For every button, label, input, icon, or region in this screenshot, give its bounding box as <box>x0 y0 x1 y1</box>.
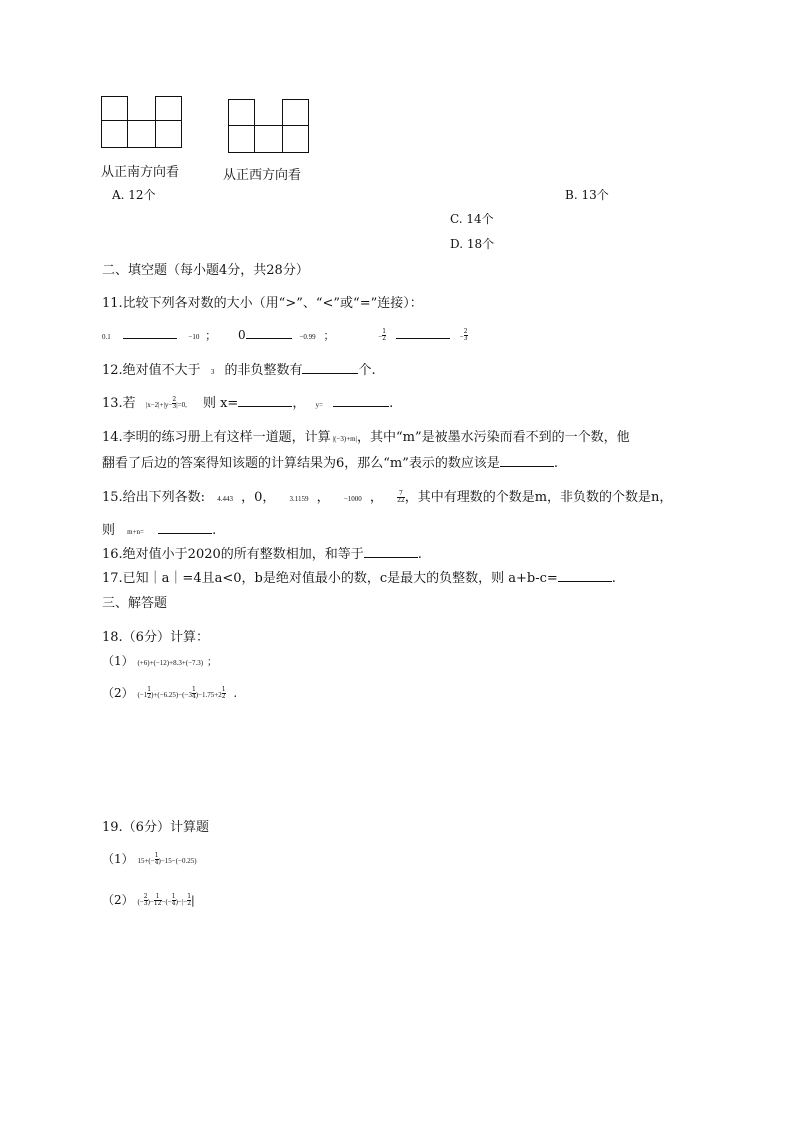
question-19-part-1 <box>102 850 197 867</box>
choice-d: D. 18个 <box>450 237 495 251</box>
q15-fraction: $\frac{7}{22}$ <box>397 490 405 504</box>
q18-p2-label: （2） <box>102 686 134 700</box>
q13-blank-x[interactable] <box>238 394 292 407</box>
q11-fraction-1: $\frac{1}{2}$ <box>382 328 387 342</box>
question-18-title: 18.（6分）计算： <box>102 630 209 645</box>
q18-p2-end: . <box>233 686 238 700</box>
q19-p1-fraction: $\frac{1}{4}$ <box>154 852 159 866</box>
section-2-title: 二、填空题（每小题4分，共28分） <box>102 263 309 278</box>
question-15-line-2 <box>102 519 216 538</box>
question-13 <box>102 392 393 411</box>
q13-mid: 则 x= <box>202 396 239 411</box>
q19-p2-fraction-2: $\frac{1}{12}$ <box>153 893 162 907</box>
q15-before: 15.给出下列各数: <box>102 490 206 505</box>
q11-p1b: −10 <box>188 333 200 341</box>
side-view-cell <box>254 125 283 153</box>
question-19-title: 19.（6分）计算题 <box>102 820 209 835</box>
question-17 <box>102 567 616 586</box>
q19-p2-expr-e: | <box>191 894 195 907</box>
q11-p2b: −0.99 <box>299 333 316 341</box>
question-19-part-2 <box>102 891 195 908</box>
q15-line-2: 则 <box>102 523 116 538</box>
question-14-line-2 <box>102 452 558 471</box>
q19-p2-expr-c: −(− <box>161 898 172 906</box>
q12-num: 3 <box>210 368 215 376</box>
question-11: 11.比较下列各对数的大小（用“>”、“<”或“=”连接）： <box>102 296 423 311</box>
q12-blank[interactable] <box>302 361 358 374</box>
q18-p2-expr-c: )−1.75+2 <box>195 691 222 699</box>
front-view-cell <box>127 120 156 148</box>
side-view-label: 从正西方向看 <box>223 168 302 183</box>
q11-blank-2[interactable] <box>246 326 292 339</box>
q14-blank[interactable] <box>500 454 554 467</box>
q18-p2-expr-a: (−1 <box>137 691 148 699</box>
q13-expr-end: |=0, <box>176 401 187 409</box>
q15-n3: −1000 <box>343 495 362 503</box>
q15-after: ，其中有理数的个数是m，非负数的个数是n， <box>404 490 673 505</box>
q19-p2-fraction-4: $\frac{1}{2}$ <box>187 893 192 907</box>
q17-text: 17.已知｜a｜=4且a<0，b是绝对值最小的数，c是最大的负整数，则 a+b-c= <box>102 571 558 586</box>
q19-p1-label: （1） <box>102 852 134 866</box>
question-14-line-1 <box>102 426 630 445</box>
q15-c3: ， <box>369 490 383 505</box>
q13-comma: ， <box>292 396 306 411</box>
front-view-cell <box>101 96 128 121</box>
q15-c2: ， <box>316 490 330 505</box>
q11-fraction-2: $\frac{2}{3}$ <box>463 328 468 342</box>
q11-minus-2: − <box>459 333 464 341</box>
q15-expr: m+n= <box>127 528 144 536</box>
q13-expr: |x−2|+|y− <box>145 401 173 409</box>
choice-c: C. 14个 <box>450 212 494 226</box>
question-16 <box>102 543 422 562</box>
front-view-cell <box>155 120 182 148</box>
q15-end: . <box>212 523 217 538</box>
q12-before: 12.绝对值不大于 <box>102 363 201 378</box>
q15-n1: 4.443 <box>217 495 233 503</box>
question-18-part-1 <box>102 652 217 669</box>
q17-end: . <box>611 571 616 586</box>
q19-p2-label: （2） <box>102 893 134 907</box>
section-3-title: 三、解答题 <box>102 596 168 611</box>
q12-after: 的非负整数有 <box>224 363 303 378</box>
q13-before: 13.若 <box>102 396 136 411</box>
q18-p1-end: ； <box>206 657 217 668</box>
q11-minus-1: − <box>378 333 383 341</box>
question-18-part-2 <box>102 684 237 701</box>
q11-blank-1[interactable] <box>123 326 177 339</box>
q15-c1: ，0， <box>241 490 276 505</box>
choice-b: B. 13个 <box>565 188 609 202</box>
q16-text: 16.绝对值小于2020的所有整数相加，和等于 <box>102 547 364 562</box>
q19-p2-expr-d: )−|− <box>175 898 188 906</box>
q12-end: 个. <box>358 363 376 378</box>
q11-blank-3[interactable] <box>396 326 450 339</box>
front-view-label: 从正南方向看 <box>101 165 180 180</box>
q11-sep-2: ； <box>323 329 335 342</box>
q14-line-2-text: 翻看了后边的答案得知该题的计算结果为6，那么“m”表示的数应该是 <box>102 456 500 471</box>
q16-end: . <box>417 547 422 562</box>
q19-p2-fraction-1: $\frac{2}{3}$ <box>143 893 148 907</box>
q15-n2: 3.1159 <box>289 495 309 503</box>
q16-blank[interactable] <box>364 545 418 558</box>
q18-p2-expr-b: )+(−6.25)−(−3 <box>151 691 192 699</box>
q14-end: . <box>553 456 559 471</box>
q18-p1-label: （1） <box>102 654 134 668</box>
q15-blank[interactable] <box>158 521 212 534</box>
q19-p2-expr-b: )− <box>147 898 154 906</box>
side-view-cell <box>228 99 255 126</box>
q13-fraction: $\frac{2}{3}$ <box>172 396 177 410</box>
q11-p2a: 0 <box>238 328 246 342</box>
q14-expr: |(−3)+m| <box>332 435 357 443</box>
q13-y: y= <box>315 401 323 409</box>
q18-p2-fraction-1: $\frac{1}{2}$ <box>147 686 152 700</box>
q19-p2-fraction-3: $\frac{1}{4}$ <box>171 893 176 907</box>
q17-blank[interactable] <box>558 569 612 582</box>
q19-p1-expr-b: )−15−(−0.25) <box>158 857 197 865</box>
q19-p1-expr-a: 15+(− <box>137 857 155 865</box>
side-view-cell <box>282 99 309 126</box>
question-11-pairs <box>102 326 468 343</box>
q11-sep-1: ； <box>205 329 217 342</box>
side-view-cell <box>228 125 255 153</box>
q18-p2-fraction-3: $\frac{1}{2}$ <box>221 686 226 700</box>
q18-p1-expr: (+6)+(−12)+8.3+(−7.3) <box>137 659 204 667</box>
front-view-cell <box>101 120 128 148</box>
q19-p2-expr-a: (− <box>137 898 144 906</box>
front-view-cell <box>155 96 182 121</box>
q14-before: 14.李明的练习册上有这样一道题，计算 <box>102 430 331 445</box>
q13-blank-y[interactable] <box>333 394 389 407</box>
q11-p1a: 0.1 <box>102 333 111 341</box>
question-12 <box>102 359 376 378</box>
side-view-cell <box>282 125 309 153</box>
q14-after: ，其中“m”是被墨水污染而看不到的一个数，他 <box>357 430 630 445</box>
question-15-line-1 <box>102 486 672 505</box>
q13-end: . <box>389 396 394 411</box>
choice-a: A. 12个 <box>112 188 156 202</box>
q18-p2-fraction-2: $\frac{1}{4}$ <box>191 686 196 700</box>
